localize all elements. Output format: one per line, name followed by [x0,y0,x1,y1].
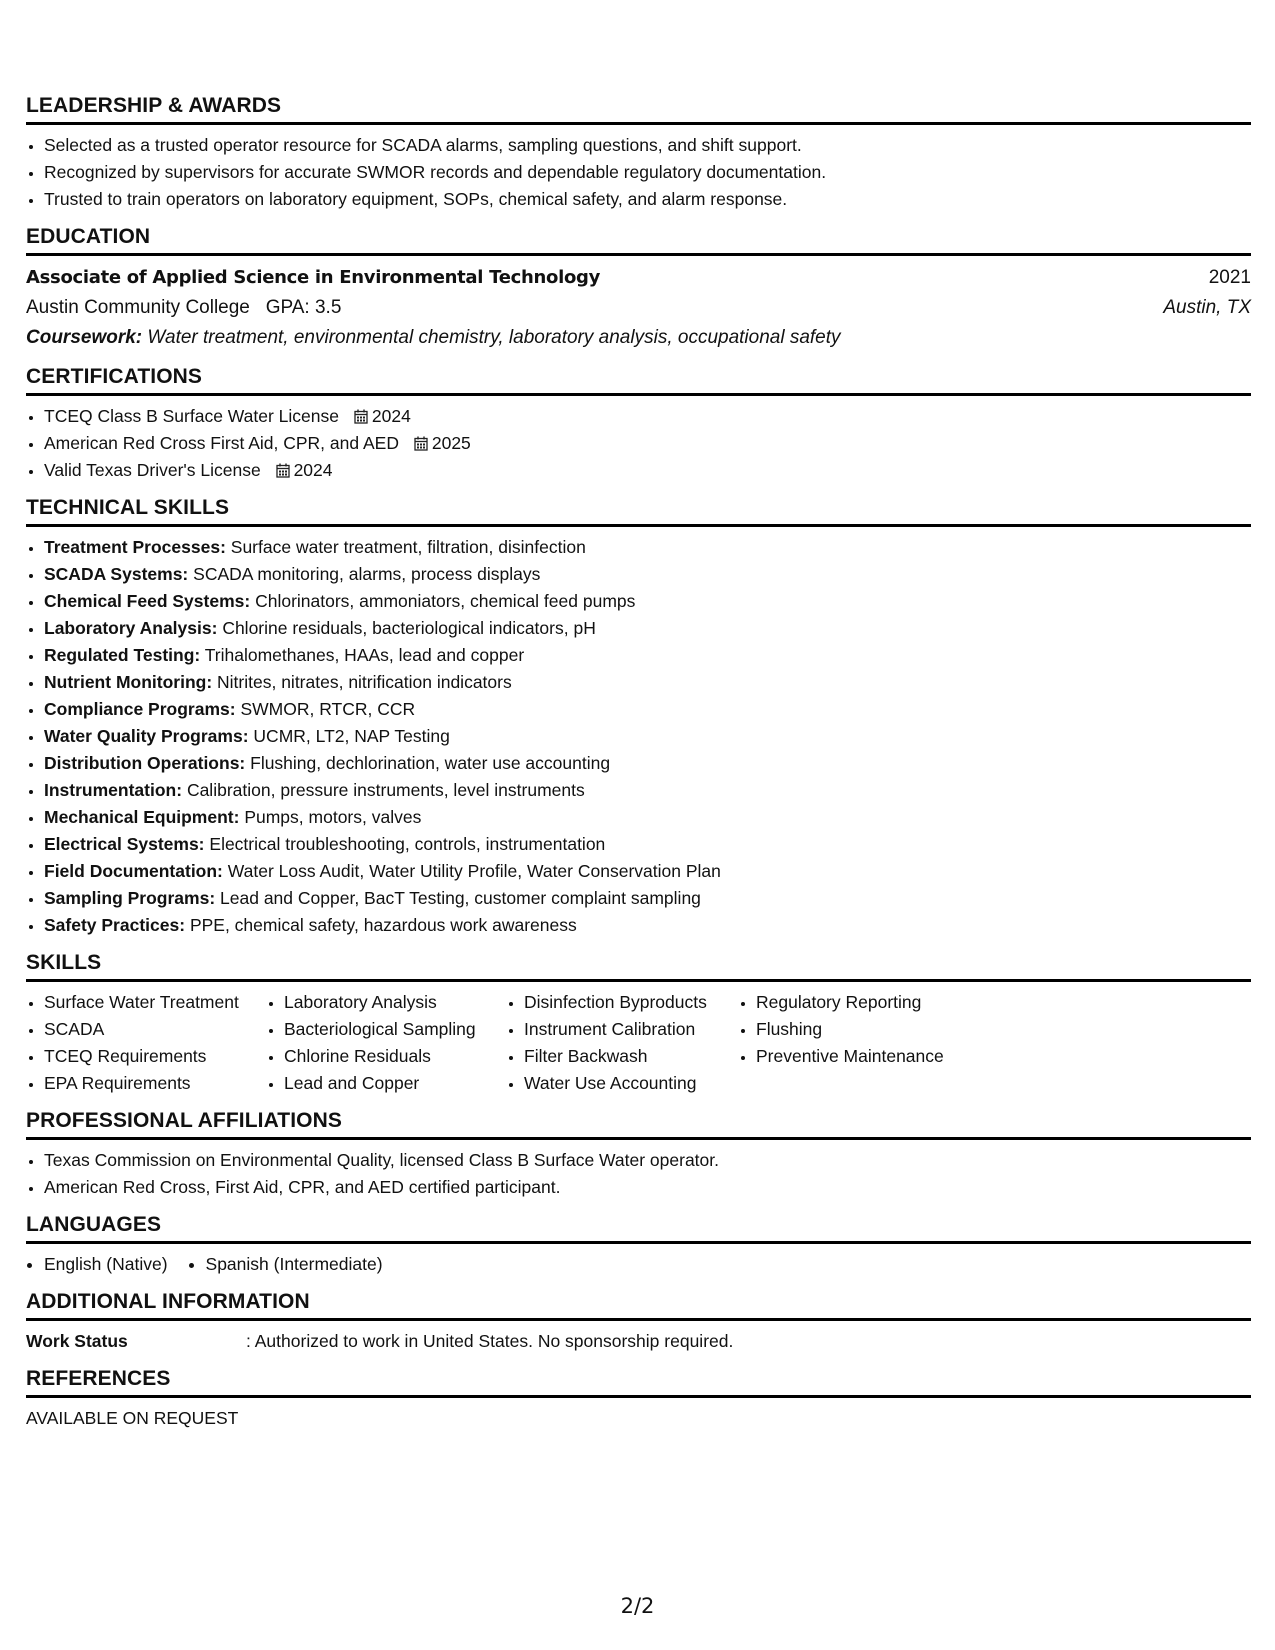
list-item [44,723,1251,750]
language-item: • Spanish (Intermediate) [206,1251,383,1278]
skill-label: Sampling Programs: [44,888,216,908]
list-item: • Texas Commission on Environmental Quality, licensed Class B Surface Water operator. [44,1147,1251,1174]
list-item [44,669,1251,696]
certification-item [44,403,1251,430]
section-title-certifications: CERTIFICATIONS [26,365,1251,396]
certifications-list [26,403,1251,484]
skill-value: Pumps, motors, valves [244,807,422,827]
skill-item: • Filter Backwash [524,1043,738,1070]
skill-item: • Water Use Accounting [524,1070,738,1097]
work-status-row [26,1328,1251,1355]
section-title-affiliations: PROFESSIONAL AFFILIATIONS [26,1109,1251,1140]
skill-item: • Bacteriological Sampling [284,1016,506,1043]
language-list [188,1251,383,1278]
leadership-section [26,94,1251,213]
school-location: Austin, TX [1163,297,1251,318]
references-section [26,1367,1251,1432]
coursework-label: Coursework: [26,327,143,348]
skills-section [26,951,1251,1097]
list-item [44,912,1251,939]
skill-item: • Regulatory Reporting [756,989,996,1016]
skill-label: Field Documentation: [44,861,223,881]
list-item: • Recognized by supervisors for accurate SWMOR records and dependable regulatory documentation. [44,159,1251,186]
skill-value: Calibration, pressure instruments, level instruments [186,780,585,800]
list-item [44,642,1251,669]
section-title-references: REFERENCES [26,1367,1251,1398]
skill-item: • Instrument Calibration [524,1016,738,1043]
resume-page [26,94,1251,1444]
list-item [44,804,1251,831]
skill-label: Safety Practices: [44,915,186,935]
list-item [44,777,1251,804]
graduation-year: 2021 [1208,267,1251,288]
skill-value: Flushing, dechlorination, water use accounting [250,753,611,773]
list-item: • American Red Cross, First Aid, CPR, and AED certified participant. [44,1174,1251,1201]
certification-year: 2024 [371,406,411,426]
skill-label: Mechanical Equipment: [44,807,240,827]
work-status-label: Work Status [26,1331,128,1351]
skill-value: Water Loss Audit, Water Utility Profile, Water Conservation Plan [227,861,721,881]
leadership-list [26,132,1251,213]
skill-value: Surface water treatment, filtration, disinfection [230,537,586,557]
skill-label: Electrical Systems: [44,834,205,854]
skill-item: • Surface Water Treatment [44,989,266,1016]
skills-grid [26,989,1251,1097]
section-title-leadership: LEADERSHIP & AWARDS [26,94,1251,125]
skill-item: • EPA Requirements [44,1070,266,1097]
skill-label: Compliance Programs: [44,699,236,719]
skill-item: • Laboratory Analysis [284,989,506,1016]
section-title-skills: SKILLS [26,951,1251,982]
language-list [26,1251,168,1278]
skill-label: Regulated Testing: [44,645,201,665]
list-item [44,858,1251,885]
list-item [44,615,1251,642]
certification-name: American Red Cross First Aid, CPR, and AED [44,433,399,453]
school-name: Austin Community College [26,297,250,318]
languages-row [26,1251,1251,1278]
calendar-icon [354,409,368,424]
certification-item [44,430,1251,457]
skill-value: Trihalomethanes, HAAs, lead and copper [204,645,525,665]
skill-value: Chlorine residuals, bacteriological indicators, pH [222,618,596,638]
skill-label: Distribution Operations: [44,753,246,773]
technical-skills-section [26,496,1251,939]
skills-column [738,989,996,1097]
skill-value: Lead and Copper, BacT Testing, customer complaint sampling [220,888,701,908]
skill-item: • Preventive Maintenance [756,1043,996,1070]
affiliations-list [26,1147,1251,1201]
gpa: GPA: 3.5 [265,297,342,318]
calendar-icon [276,463,290,478]
skill-label: Instrumentation: [44,780,183,800]
certification-year: 2024 [293,460,333,480]
skill-item: • SCADA [44,1016,266,1043]
education-section [26,225,1251,353]
education-degree-row [26,263,1251,293]
affiliations-section [26,1109,1251,1201]
languages-section [26,1213,1251,1278]
skills-column [506,989,738,1097]
list-item [44,885,1251,912]
skill-item: • Flushing [756,1016,996,1043]
certification-item [44,457,1251,484]
section-title-additional: ADDITIONAL INFORMATION [26,1290,1251,1321]
list-item [44,831,1251,858]
certifications-section [26,365,1251,484]
coursework-text: Water treatment, environmental chemistry, laboratory analysis, occupational safety [147,327,841,348]
section-title-education: EDUCATION [26,225,1251,256]
references-text: AVAILABLE ON REQUEST [26,1408,239,1428]
language-item: • English (Native) [44,1251,168,1278]
skill-value: SCADA monitoring, alarms, process displays [193,564,541,584]
skill-item: • Lead and Copper [284,1070,506,1097]
skills-column [266,989,506,1097]
certification-name: TCEQ Class B Surface Water License [44,406,340,426]
skill-item: • Chlorine Residuals [284,1043,506,1070]
skill-label: SCADA Systems: [44,564,189,584]
certification-name: Valid Texas Driver's License [44,460,261,480]
list-item [44,588,1251,615]
skill-value: PPE, chemical safety, hazardous work awareness [189,915,577,935]
skill-value: Chlorinators, ammoniators, chemical feed pumps [255,591,636,611]
skill-label: Laboratory Analysis: [44,618,218,638]
skill-label: Chemical Feed Systems: [44,591,251,611]
section-title-languages: LANGUAGES [26,1213,1251,1244]
list-item: • Selected as a trusted operator resource for SCADA alarms, sampling questions, and shift support. [44,132,1251,159]
page-number: 2/2 [620,1594,655,1618]
skill-value: UCMR, LT2, NAP Testing [253,726,450,746]
skill-value: SWMOR, RTCR, CCR [240,699,416,719]
list-item: • Trusted to train operators on laboratory equipment, SOPs, chemical safety, and alarm response. [44,186,1251,213]
certification-year: 2025 [431,433,471,453]
degree-name: Associate of Applied Science in Environmental Technology [26,267,601,288]
skill-value: Nitrites, nitrates, nitrification indicators [217,672,512,692]
education-school-row [26,293,1251,323]
coursework [26,323,1251,353]
skills-column [26,989,266,1097]
work-status-value: : Authorized to work in United States. No sponsorship required. [246,1331,734,1351]
list-item [44,561,1251,588]
section-title-technical-skills: TECHNICAL SKILLS [26,496,1251,527]
calendar-icon [414,436,428,451]
skill-item: • TCEQ Requirements [44,1043,266,1070]
school-info [26,293,341,323]
list-item [44,534,1251,561]
technical-skills-list [26,534,1251,939]
list-item [44,750,1251,777]
skill-value: Electrical troubleshooting, controls, instrumentation [209,834,606,854]
skill-item: • Disinfection Byproducts [524,989,738,1016]
skill-label: Water Quality Programs: [44,726,249,746]
skill-label: Nutrient Monitoring: [44,672,213,692]
skill-label: Treatment Processes: [44,537,226,557]
list-item [44,696,1251,723]
additional-section [26,1290,1251,1355]
